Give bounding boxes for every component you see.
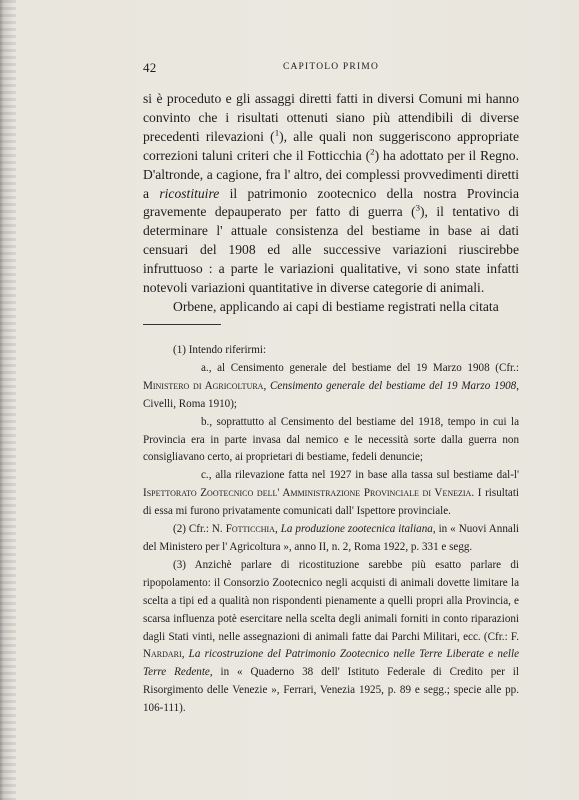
footnote-1c: c., alla rilevazione fatta nel 1927 in base alla tassa sul bestiame dal-l' Ispettorato Zootecnico dell' Amministrazione Provinciale di Venezia. I risultati di essa mi furono privatamente comunicati dall' Ispettore provinciale. [143,469,519,518]
footnote-ref-3: 3 [415,202,421,213]
page-binding-edge [0,0,16,800]
footnote-separator [143,324,221,325]
footnote-1-intro: (1) Intendo riferirmi: [173,344,267,356]
footnote-1a: a., al Censimento generale del bestiame del 19 Marzo 1908 (Cfr.: Ministero di Agricoltura, Censimento generale del bestiame del 19 Marzo 1908, Civelli, Roma 1910); [143,361,520,410]
footnote-ref-2: 2 [370,146,375,157]
footnote-ref-1: 1 [274,127,280,138]
page-number: 42 [143,60,157,75]
paragraph-2: Orbene, applicando ai capi di bestiame registrati nella citata [173,298,499,314]
emphasis-ricostituire: ricostituire [159,185,220,201]
main-text [143,90,519,317]
page-header [143,60,519,78]
running-title: CAPITOLO PRIMO [282,62,380,72]
footnote-1b: b., soprattutto al Censimento del bestiame del 1918, tempo in cui la Provincia era in parte invasa dal nemico e le necessità sorte dalla guerra non consigliavano certo, ai proprietari di bestiame, fedeli denuncie; [143,415,519,464]
footnote-3: (3) Anzichè parlare di ricostituzione sarebbe più esatto parlare di ripopolamento: il Consorzio Zootecnico negli acquisti di animali dovette limitare la scelta a tipi ed a qualità non rispondenti pienamente a quelli propri alla Provincia, e scarsa influenza potè esercitare nella scelta degli animali forniti in conto riparazioni dagli Stati vinti, nelle assegnazioni di animali fatte dai Parchi Militari, ecc. (Cfr.: F. Nardari, La ricostruzione del Patrimonio Zootecnico nelle Terre Liberate e nelle Terre Redente, in « Quaderno 38 dell' Istituto Federale di Credito per il Risorgimento delle Venezie », Ferrari, Venezia 1925, p. 89 e segg.; specie alle pp. 106-111). [143,558,519,715]
footnotes [143,342,519,718]
paragraph-1: si è proceduto e gli assaggi diretti fatti in diversi Comuni mi hanno convinto che i risultati ottenuti siano più attendibili di diverse precedenti rilevazioni ($^1$), alle quali non suggeriscono appropriate correzioni taluni criteri che il Fotticchia ($^2$) ha adottato per il Regno. D'altronde, a cagione, fra l' altro, dei complessi provvedimenti diretti a ricostituire il patrimonio zootecnico della nostra Provincia gravemente depauperato per fatto di guerra ($^3$), il tentativo di determinare l' attuale consistenza del bestiame in base ai dati censuari del 1908 ed alle successive variazioni riuscirebbe infruttuoso : a parte le variazioni qualitative, vi sono state infatti notevoli variazioni quantitative in diverse categorie di animali. [143,91,519,296]
footnote-2: (2) Cfr.: N. Fotticchia, La produzione zootecnica italiana, in « Nuovi Annali del Ministero per l' Agricoltura », anno II, n. 2, Roma 1922, p. 331 e segg. [143,523,519,553]
